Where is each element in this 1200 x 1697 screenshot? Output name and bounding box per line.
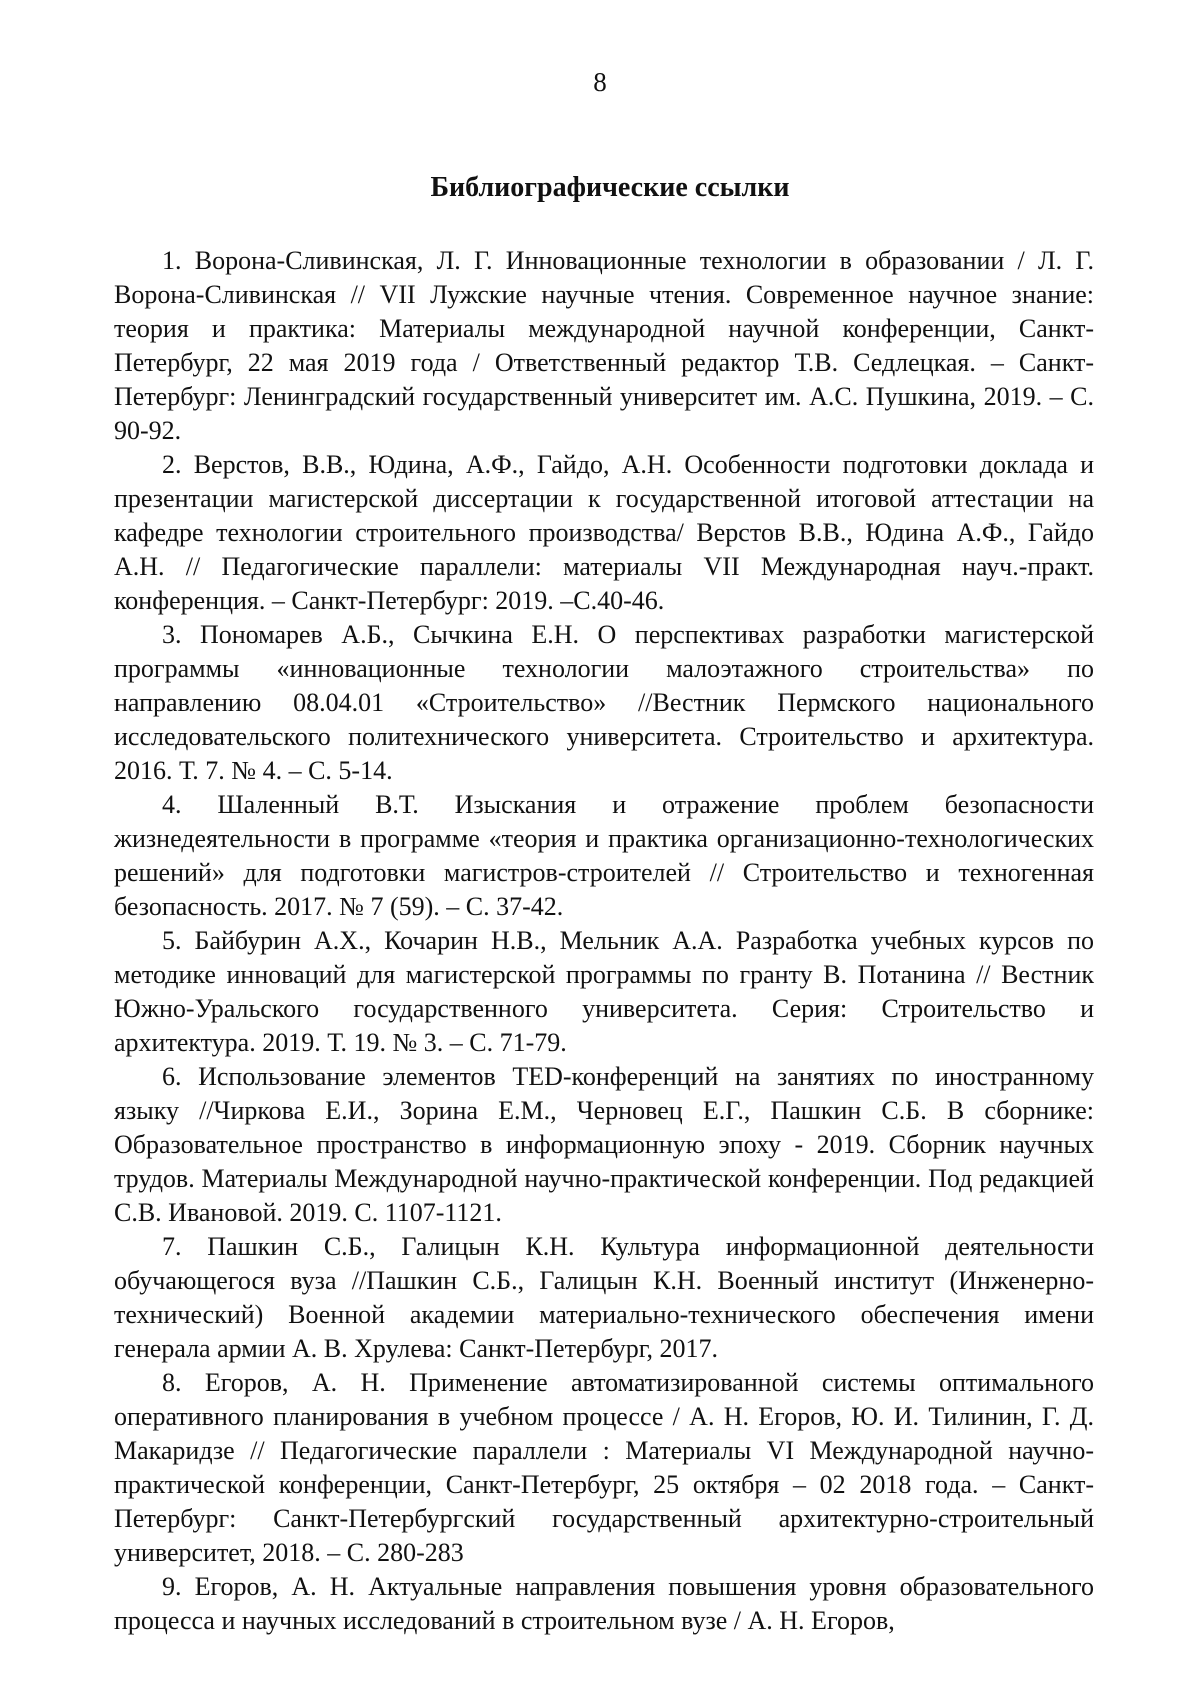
reference-item: 5. Байбурин А.Х., Кочарин Н.В., Мельник А.А. Разработка учебных курсов по методике инноваций для магистерской программы по гранту В. Потанина // Вестник Южно-Уральского государственного университета. Серия: Строительство и архитектура. 2019. Т. 19. № 3. – С. 71-79. <box>114 926 1094 1057</box>
reference-item: 1. Ворона-Сливинская, Л. Г. Инновационные технологии в образовании / Л. Г. Ворона-Сливинская // VII Лужские научные чтения. Современное научное знание: теория и практика: Материалы международной научной конференции, Санкт-Петербург, 22 мая 2019 года / Ответственный редактор Т.В. Седлецкая. – Санкт-Петербург: Ленинградский государственный университет им. А.С. Пушкина, 2019. – С. 90-92. <box>114 246 1094 445</box>
reference-item: 2. Верстов, В.В., Юдина, А.Ф., Гайдо, А.Н. Особенности подготовки доклада и презентации магистерской диссертации к государственной итоговой аттестации на кафедре технологии строительного производства/ Верстов В.В., Юдина А.Ф., Гайдо А.Н. // Педагогические параллели: материалы VII Международная науч.-практ. конференция. – Санкт-Петербург: 2019. –С.40-46. <box>114 450 1094 615</box>
reference-item: 9. Егоров, А. Н. Актуальные направления повышения уровня образовательного процесса и научных исследований в строительном вузе / А. Н. Егоров, <box>114 1572 1094 1635</box>
section-title: Библиографические ссылки <box>430 172 790 203</box>
reference-item: 3. Пономарев А.Б., Сычкина Е.Н. О перспективах разработки магистерской программы «инновационные технологии малоэтажного строительства» по направлению 08.04.01 «Строительство» //Вестник Пермского национального исследовательского политехнического университета. Строительство и архитектура. 2016. Т. 7. № 4. – С. 5-14. <box>114 620 1094 785</box>
reference-item: 8. Егоров, А. Н. Применение автоматизированной системы оптимального оперативного планирования в учебном процессе / А. Н. Егоров, Ю. И. Тилинин, Г. Д. Макаридзе // Педагогические параллели : Материалы VI Международной научно-практической конференции, Санкт-Петербург, 25 октября – 02 2018 года. – Санкт-Петербург: Санкт-Петербургский государственный архитектурно-строительный университет, 2018. – С. 280-283 <box>114 1368 1094 1567</box>
reference-item: 7. Пашкин С.Б., Галицын К.Н. Культура информационной деятельности обучающегося вуза //Пашкин С.Б., Галицын К.Н. Военный институт (Инженерно-технический) Военной академии материально-технического обеспечения имени генерала армии А. В. Хрулева: Санкт-Петербург, 2017. <box>114 1232 1094 1363</box>
reference-list <box>114 244 1094 1638</box>
reference-item: 6. Использование элементов TED-конференций на занятиях по иностранному языку //Чиркова Е.И., Зорина Е.М., Черновец Е.Г., Пашкин С.Б. В сборнике: Образовательное пространство в информационную эпоху - 2019. Сборник научных трудов. Материалы Международной научно-практической конференции. Под редакцией С.В. Ивановой. 2019. С. 1107-1121. <box>114 1062 1094 1227</box>
reference-item: 4. Шаленный В.Т. Изыскания и отражение проблем безопасности жизнедеятельности в программе «теория и практика организационно-технологических решений» для подготовки магистров-строителей // Строительство и техногенная безопасность. 2017. № 7 (59). – С. 37-42. <box>114 790 1094 921</box>
page-number: 8 <box>593 67 607 97</box>
